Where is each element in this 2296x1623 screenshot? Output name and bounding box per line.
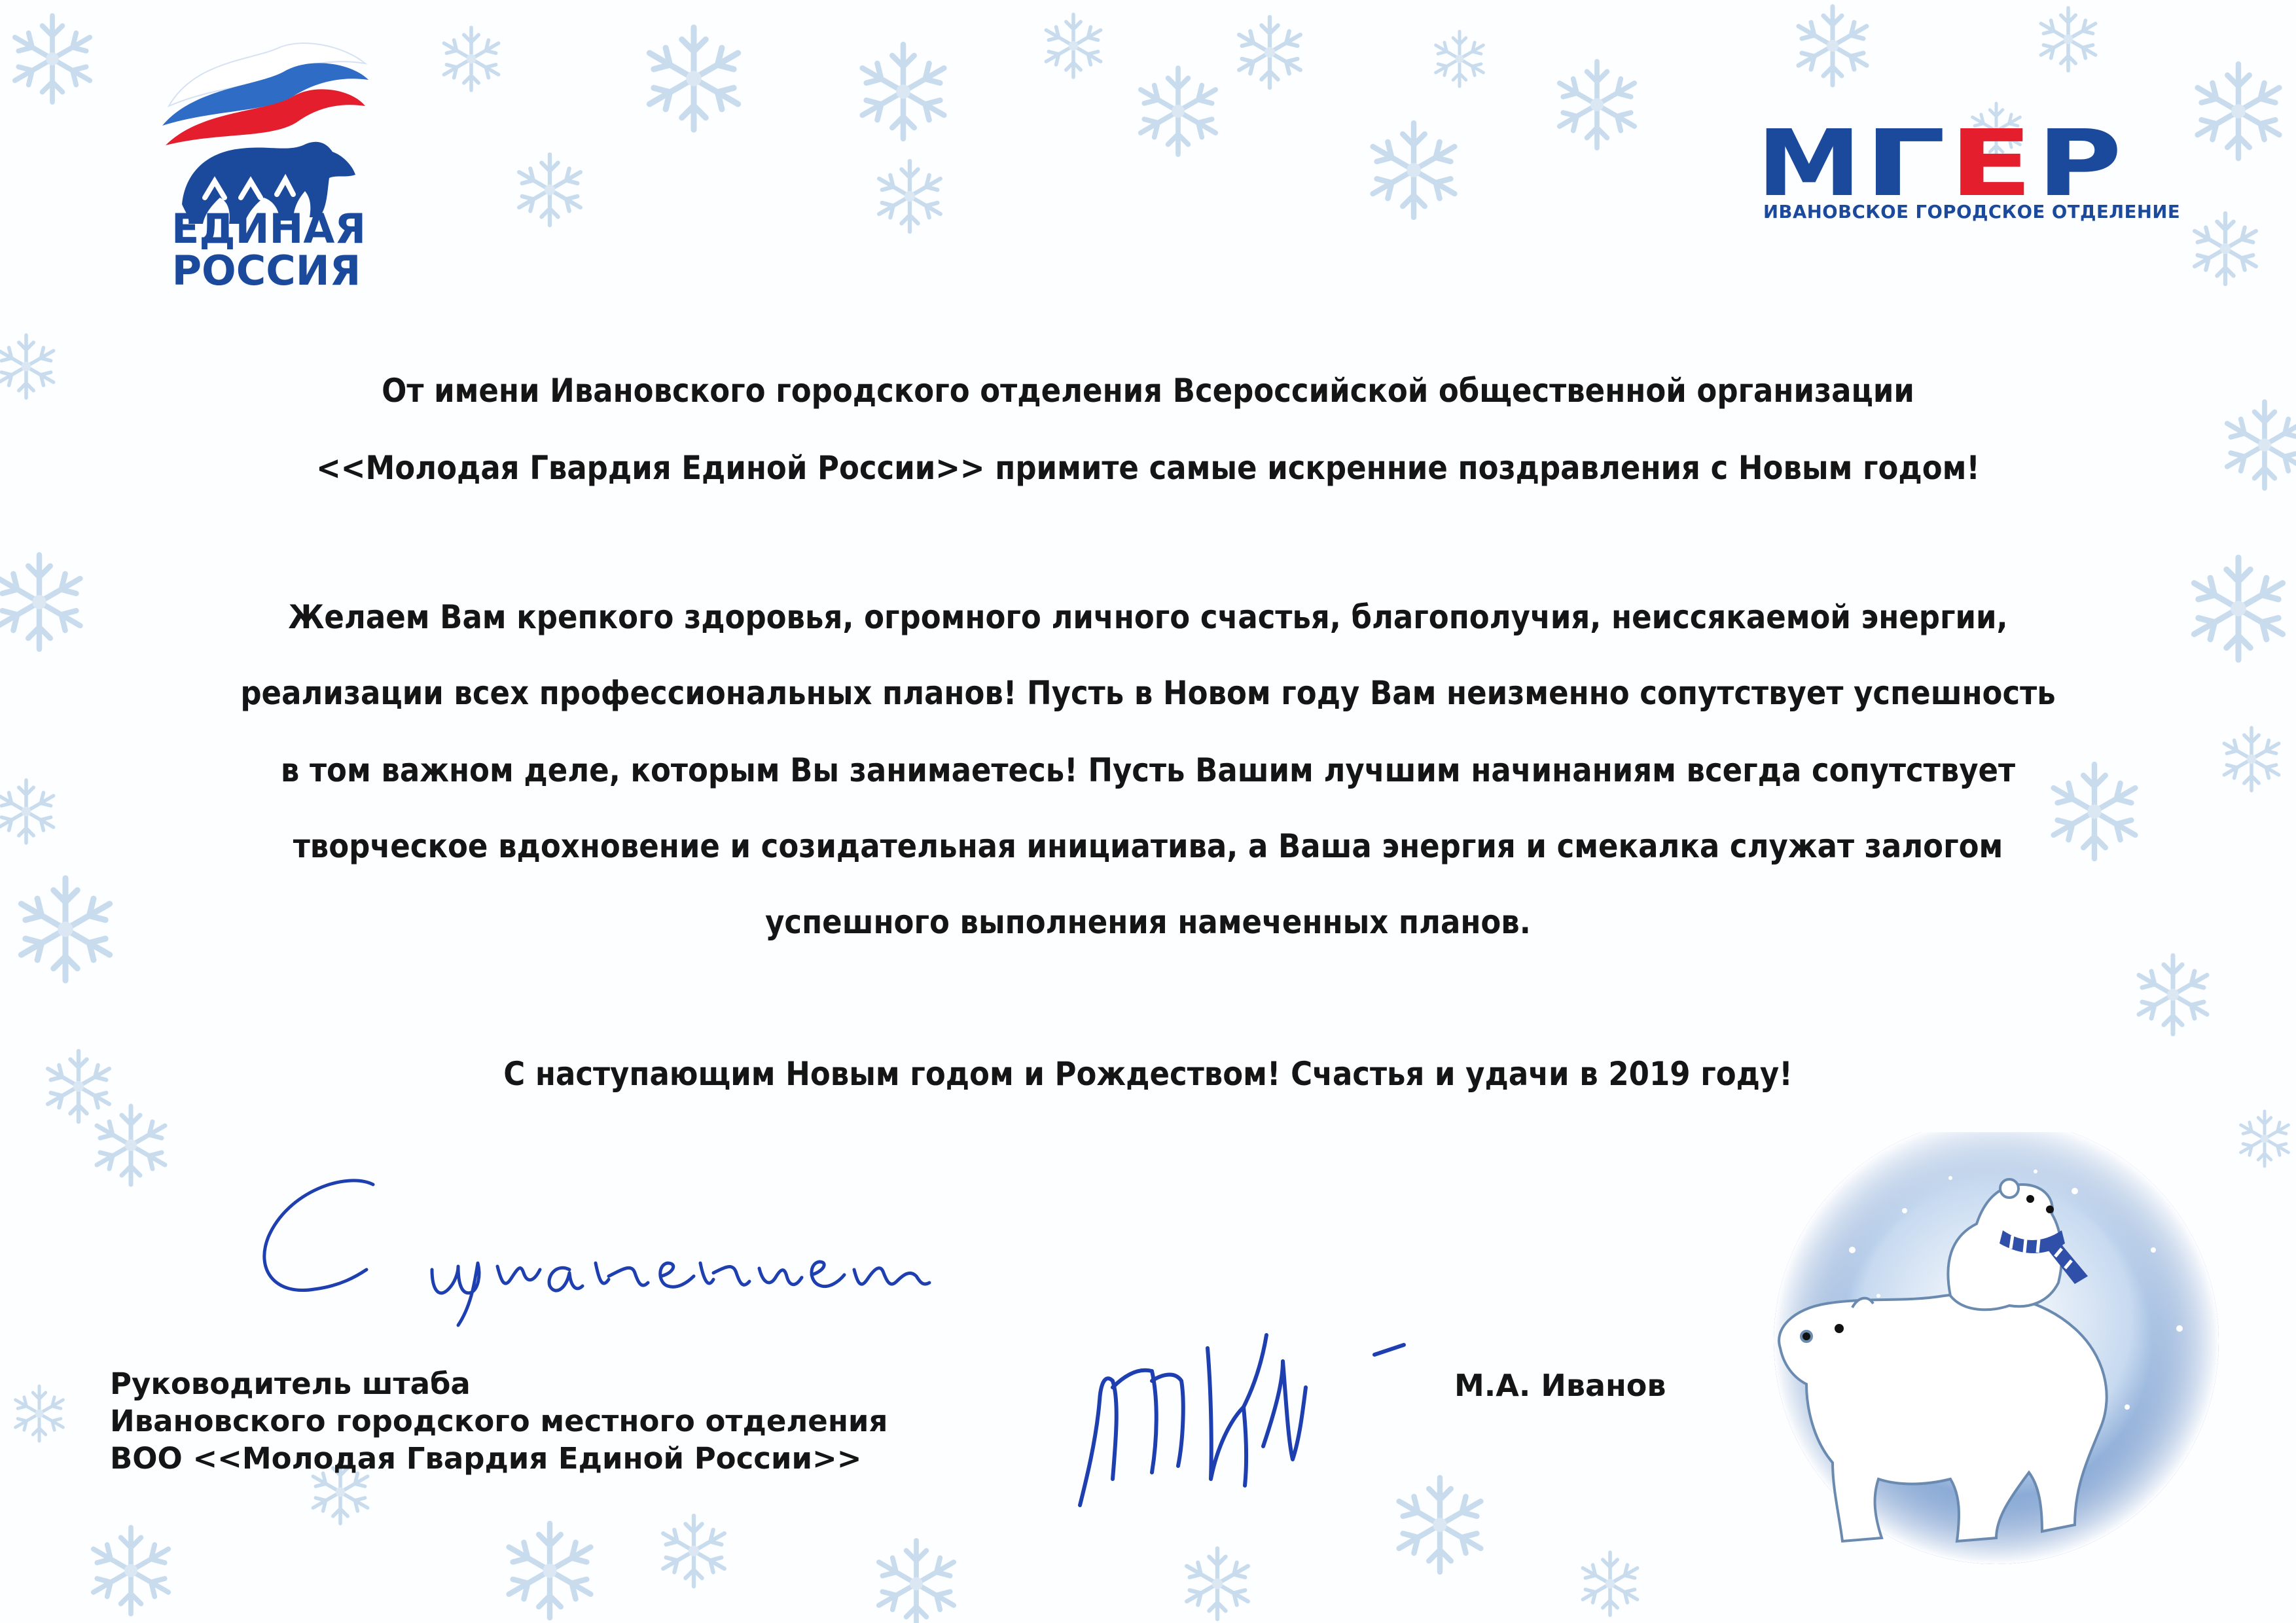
svg-text:М: М <box>1757 118 1861 217</box>
wish-line-1: Желаем Вам крепкого здоровья, огромного личного счастья, благополучия, неиссякаемой энергии, <box>288 598 2008 636</box>
handwritten-regards <box>242 1165 936 1335</box>
wish-line-3: в том важном деле, которым Вы занимаетесь! Пусть Вашим лучшим начинаниям всегда сопутствует <box>280 751 2016 789</box>
signer-name: М.А. Иванов <box>1454 1368 1666 1403</box>
svg-text:Е: Е <box>1949 118 2033 217</box>
signer-role-line2: Ивановского городского местного отделения <box>110 1404 888 1438</box>
svg-text:Р: Р <box>2037 118 2122 217</box>
snowflakes-left <box>0 335 165 1441</box>
wish-line-5: успешного выполнения намеченных планов. <box>765 903 1531 941</box>
polar-bears-illustration <box>1734 1132 2232 1590</box>
signer-role-line3: ВОО <<Молодая Гвардия Единой России>> <box>110 1441 862 1476</box>
signer-role-line1: Руководитель штаба <box>110 1366 471 1401</box>
signer-role-block <box>110 1365 888 1477</box>
handwritten-signature <box>1067 1309 1433 1525</box>
wish-line-4: творческое вдохновение и созидательная инициатива, а Ваша энергия и смекалка служат залогом <box>293 827 2003 865</box>
flag-waves <box>162 43 368 145</box>
mger-subtitle: ИВАНОВСКОЕ ГОРОДСКОЕ ОТДЕЛЕНИЕ <box>1763 202 2181 223</box>
edinaya-rossiya-wordmark <box>171 205 367 294</box>
wish-line-2: реализации всех профессиональных планов! Пусть в Новом году Вам неизменно сопутствует успешность <box>240 674 2056 712</box>
svg-text:Г: Г <box>1864 118 1946 217</box>
party-name-line2: РОССИЯ <box>171 247 361 294</box>
party-name-line1: ЕДИНАЯ <box>171 205 367 253</box>
intro-line-2: <<Молодая Гвардия Единой России>> примите самые искренние поздравления с Новым годом! <box>316 449 1980 487</box>
intro-line-1: От имени Ивановского городского отделения Всероссийской общественной организации <box>382 372 1914 410</box>
closing-greeting: С наступающим Новым годом и Рождеством! Счастья и удачи в 2019 году! <box>503 1055 1793 1093</box>
